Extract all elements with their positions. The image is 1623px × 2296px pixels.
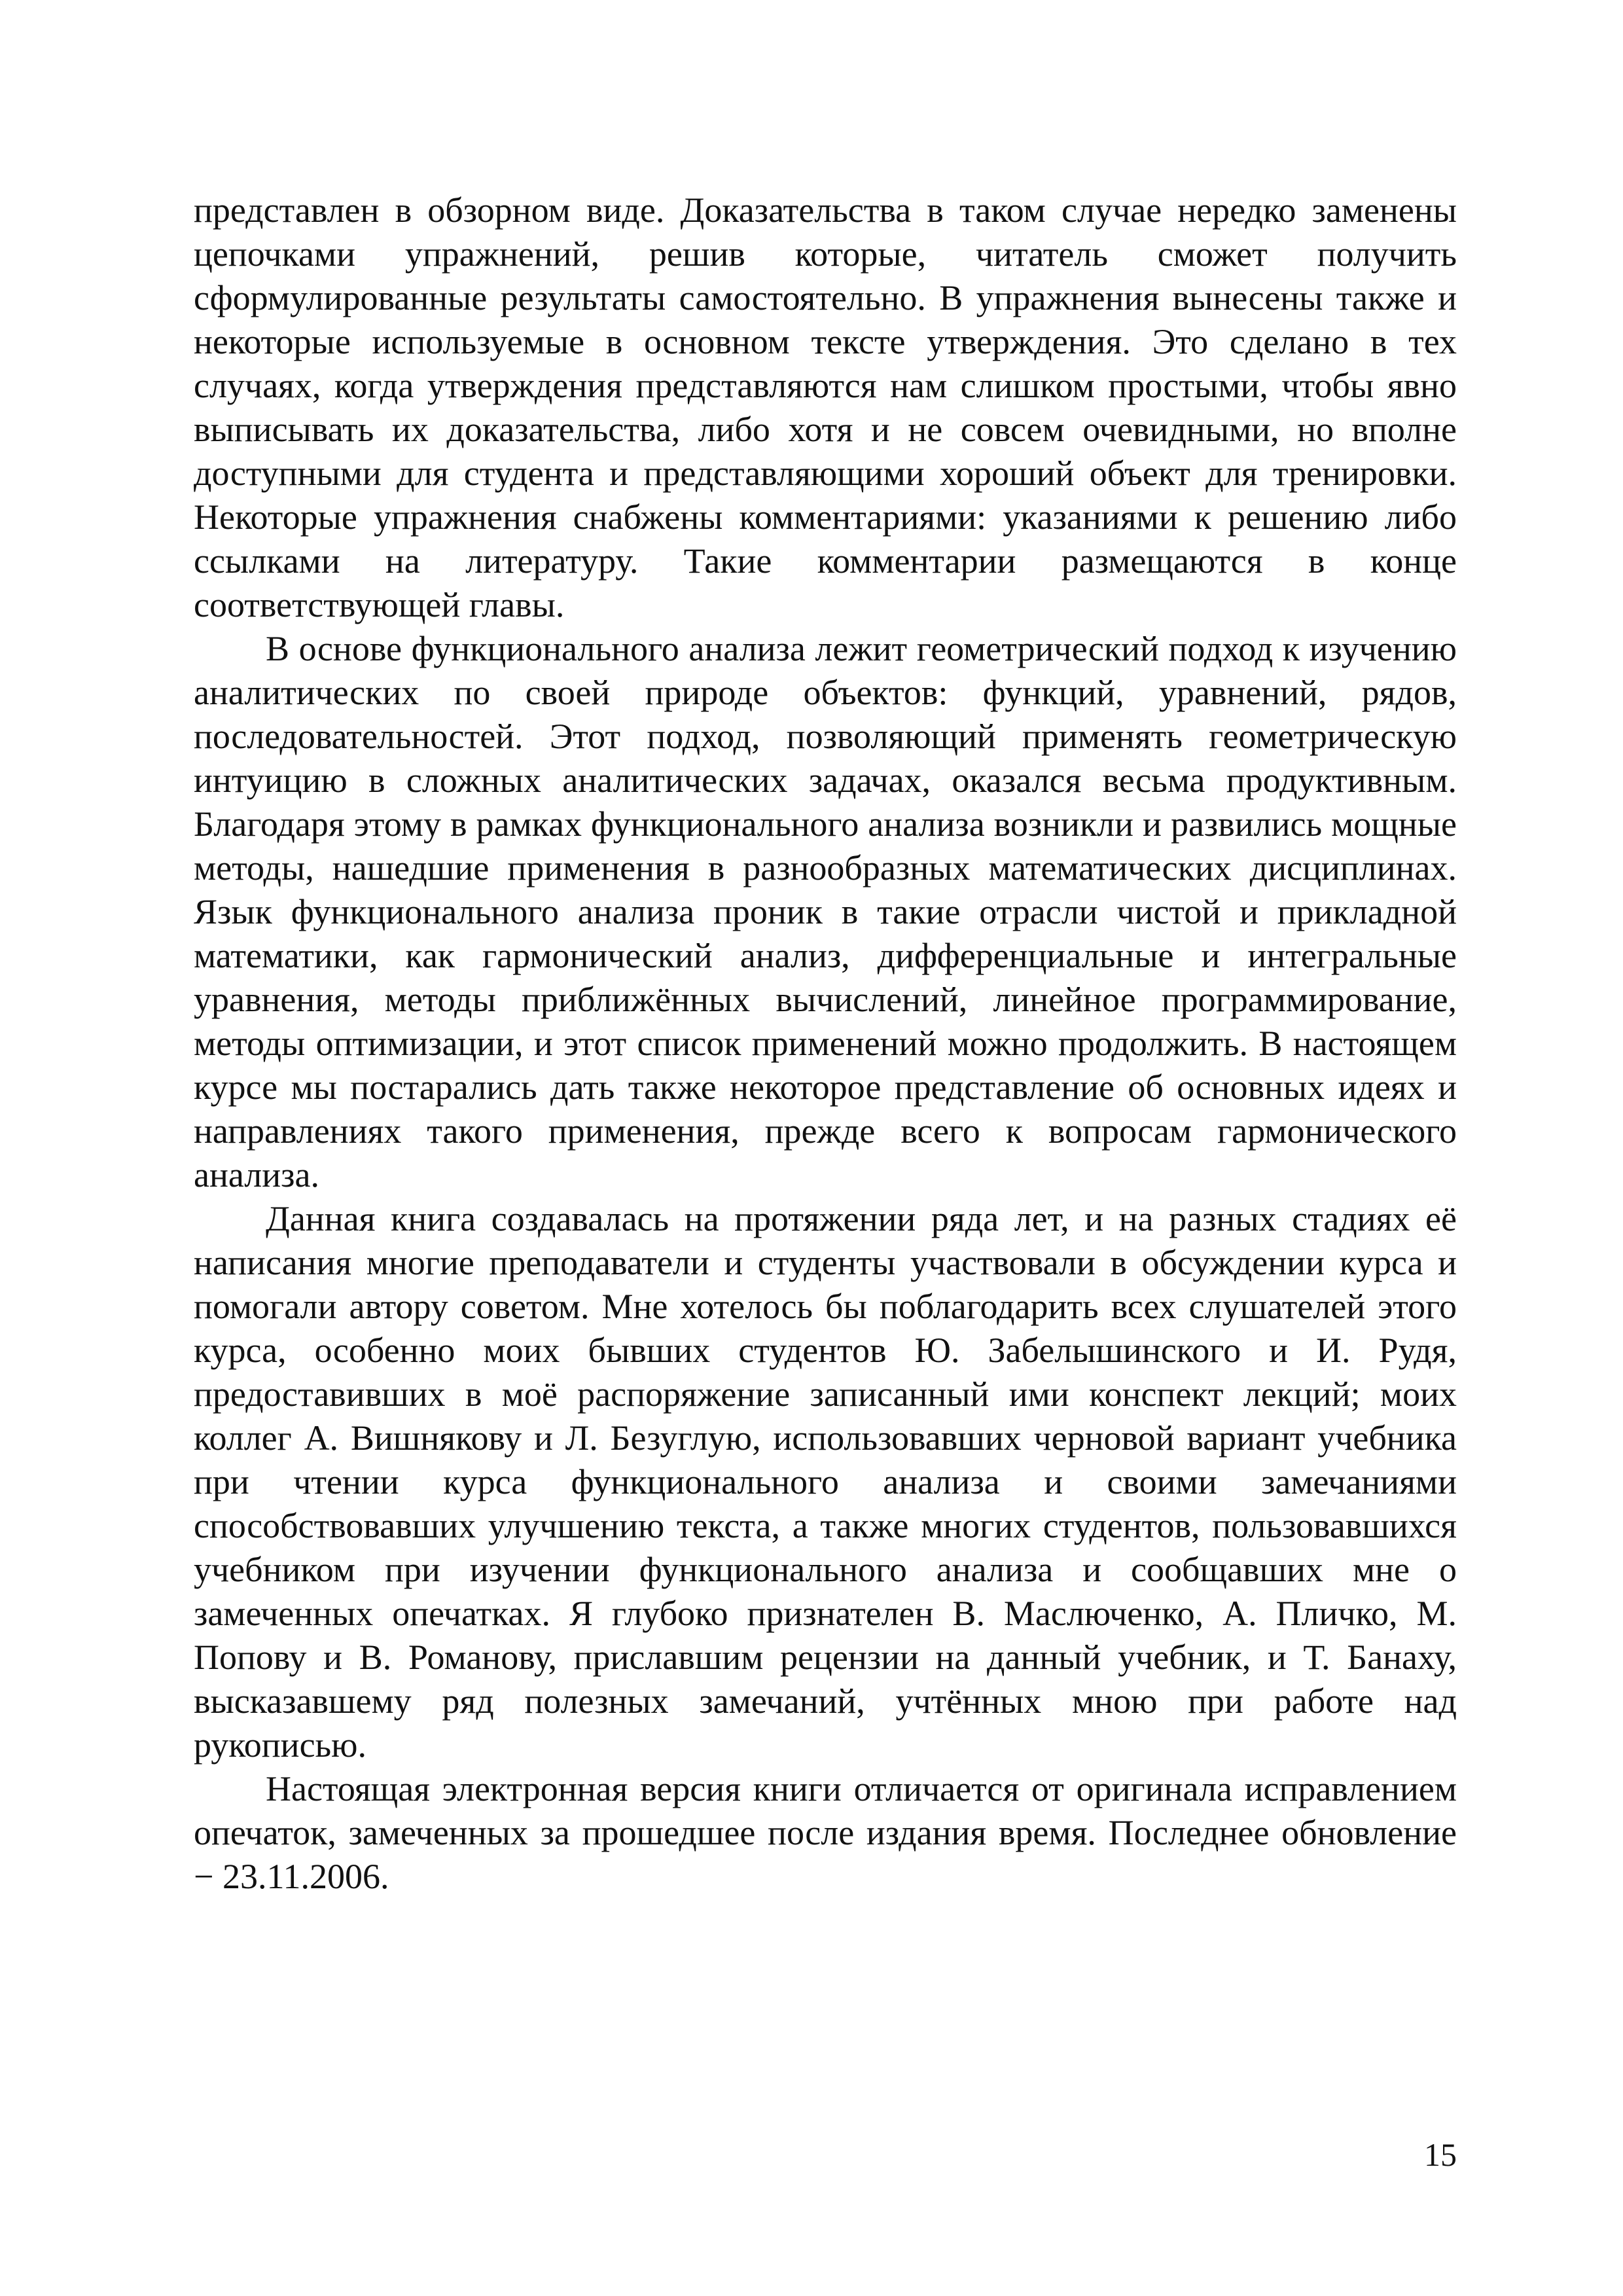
paragraph-continued: представлен в обзорном виде. Доказательства в таком случае нередко заменены цепочками упражнений, решив которые, читатель сможет получить сформулированные результаты самостоятельно. В упражнения вынесены также и некоторые используемые в основном тексте утверждения. Это сделано в тех случаях, когда утверждения представляются нам слишком простыми, чтобы явно выписывать их доказательства, либо хотя и не совсем очевидными, но вполне доступными для студента и представляющими хороший объект для тренировки. Некоторые упражнения снабжены комментариями: указаниями к решению либо ссылками на литературу. Такие комментарии размещаются в конце соответствующей главы. xyxy=(194,190,1457,624)
paragraph-functional-analysis: В основе функционального анализа лежит геометрический подход к изучению аналитических по своей природе объектов: функций, уравнений, рядов, последовательностей. Этот подход, позволяющий применять геометрическую интуицию в сложных аналитических задачах, оказался весьма продуктивным. Благодаря этому в рамках функционального анализа возникли и развились мощные методы, нашедшие применения в разнообразных математических дисциплинах. Язык функционального анализа проник в такие отрасли чистой и прикладной математики, как гармонический анализ, дифференциальные и интегральные уравнения, методы приближённых вычислений, линейное программирование, методы оптимизации, и этот список применений можно продолжить. В настоящем курсе мы постарались дать также некоторое представление об основных идеях и направлениях такого применения, прежде всего к вопросам гармонического анализа. xyxy=(194,629,1457,1194)
paragraph-electronic-version: Настоящая электронная версия книги отличается от оригинала исправлением опечаток, замеченных за прошедшее после издания время. Последнее обновление − 23.11.2006. xyxy=(194,1769,1457,1896)
page-number: 15 xyxy=(1424,2136,1457,2173)
body-text xyxy=(194,188,1457,1899)
paragraph-acknowledgements: Данная книга создавалась на протяжении ряда лет, и на разных стадиях её написания многие преподаватели и студенты участвовали в обсуждении курса и помогали автору советом. Мне хотелось бы поблагодарить всех слушателей этого курса, особенно моих бывших студентов Ю. Забелышинского и И. Рудя, предоставивших в моё распоряжение записанный ими конспект лекций; моих коллег А. Вишнякову и Л. Безуглую, использовавших черновой вариант учебника при чтении курса функционального анализа и своими замечаниями способствовавших улучшению текста, а также многих студентов, пользовавшихся учебником при изучении функционального анализа и сообщавших мне о замеченных опечатках. Я глубоко признателен В. Маслюченко, А. Пличко, М. Попову и В. Романову, приславшим рецензии на данный учебник, и Т. Банаху, высказавшему ряд полезных замечаний, учтённых мною при работе над рукописью. xyxy=(194,1199,1457,1765)
